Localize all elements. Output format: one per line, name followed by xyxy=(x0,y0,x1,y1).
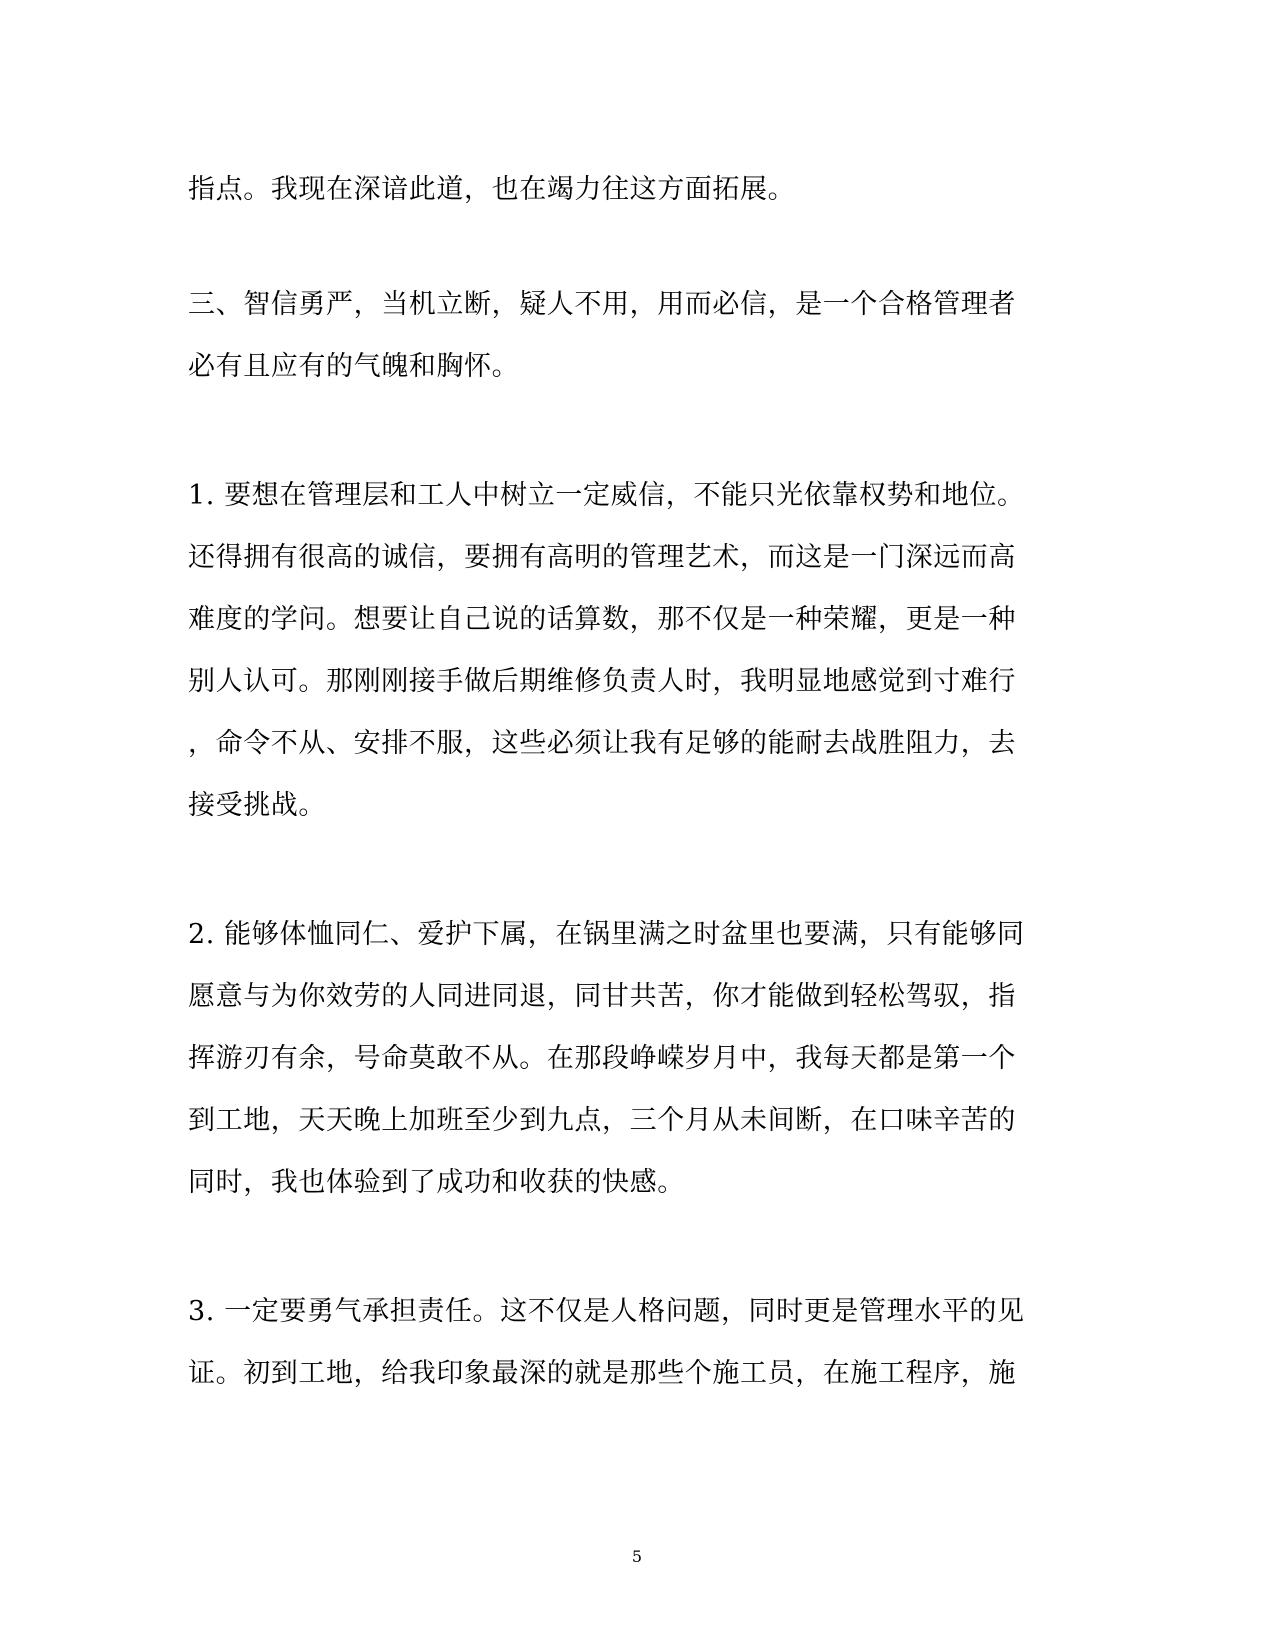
text-line: 到工地，天天晚上加班至少到九点，三个月从未间断，在口味辛苦的 xyxy=(188,1105,1016,1136)
page-number: 5 xyxy=(631,1547,643,1566)
text-line: 愿意与为你效劳的人同进同退，同甘共苦，你才能做到轻松驾驭，指 xyxy=(188,981,1016,1012)
text-line: 接受挑战。 xyxy=(188,790,326,821)
text-line: 难度的学问。想要让自己说的话算数，那不仅是一种荣耀，更是一种 xyxy=(188,604,1016,635)
text-line: 挥游刃有余，号命莫敢不从。在那段峥嵘岁月中，我每天都是第一个 xyxy=(188,1043,1016,1074)
text-line: 同时，我也体验到了成功和收获的快感。 xyxy=(188,1167,685,1198)
text-line: ，命令不从、安排不服，这些必须让我有足够的能耐去战胜阻力，去 xyxy=(188,728,1016,759)
text-line: 2. 能够体恤同仁、爱护下属，在锅里满之时盆里也要满，只有能够同 xyxy=(188,919,1025,950)
text-line: 必有且应有的气魄和胸怀。 xyxy=(188,351,520,382)
text-line: 证。初到工地，给我印象最深的就是那些个施工员，在施工程序，施 xyxy=(188,1358,1016,1389)
text-line: 别人认可。那刚刚接手做后期维修负责人时，我明显地感觉到寸难行 xyxy=(188,666,1016,697)
text-line: 1. 要想在管理层和工人中树立一定威信，不能只光依靠权势和地位。 xyxy=(188,480,1025,511)
text-line: 指点。我现在深谙此道，也在竭力往这方面拓展。 xyxy=(188,174,796,205)
text-line: 还得拥有很高的诚信，要拥有高明的管理艺术，而这是一门深远而高 xyxy=(188,542,1016,573)
text-line: 三、智信勇严，当机立断，疑人不用，用而必信，是一个合格管理者 xyxy=(188,289,1016,320)
text-line: 3. 一定要勇气承担责任。这不仅是人格问题，同时更是管理水平的见 xyxy=(188,1296,1025,1327)
